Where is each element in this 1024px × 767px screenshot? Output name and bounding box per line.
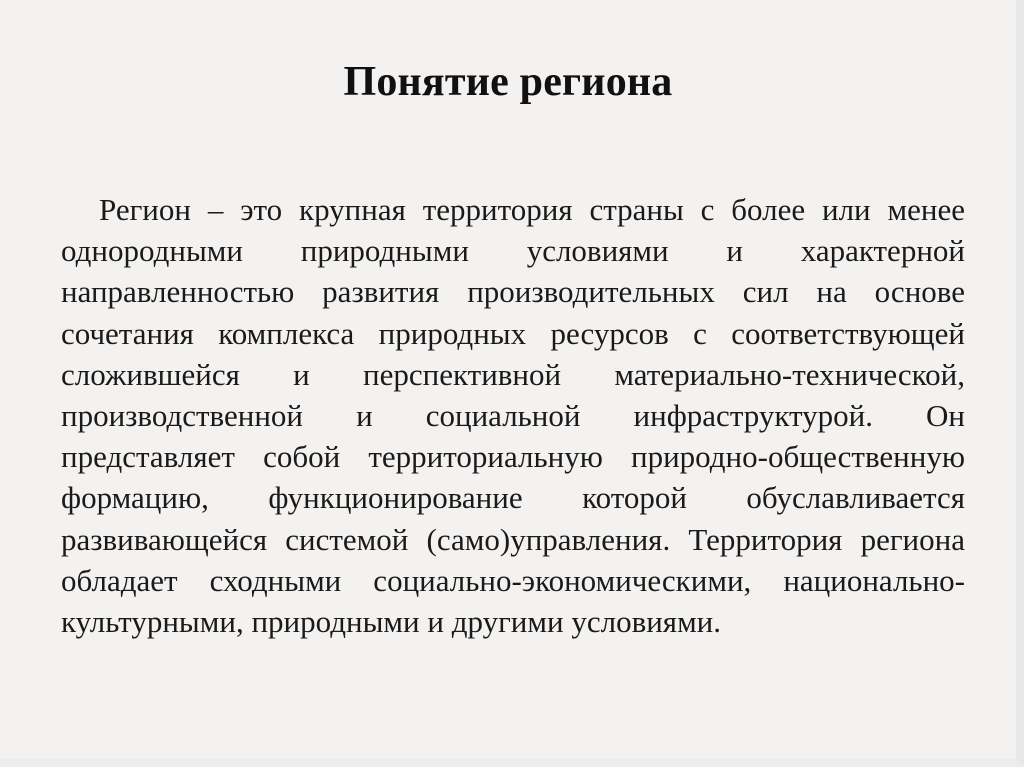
slide-paragraph: Регион – это крупная территория страны с более или менее однородными природными условиями и характерной направленностью развития производительных сил на основе сочетания комплекса природных ресурсов с соответствующей сложившейся и перспективной материально-технической, производственной и социальной инфраструктурой. Он представляет собой территориальную природно-общественную формацию, функционирование которой обуславливается развивающейся системой (само)управления. Территория региона обладает сходными социально-экономическими, национально-культурными, природными и другими условиями. <box>61 192 965 640</box>
slide-title: Понятие региона <box>343 59 673 105</box>
